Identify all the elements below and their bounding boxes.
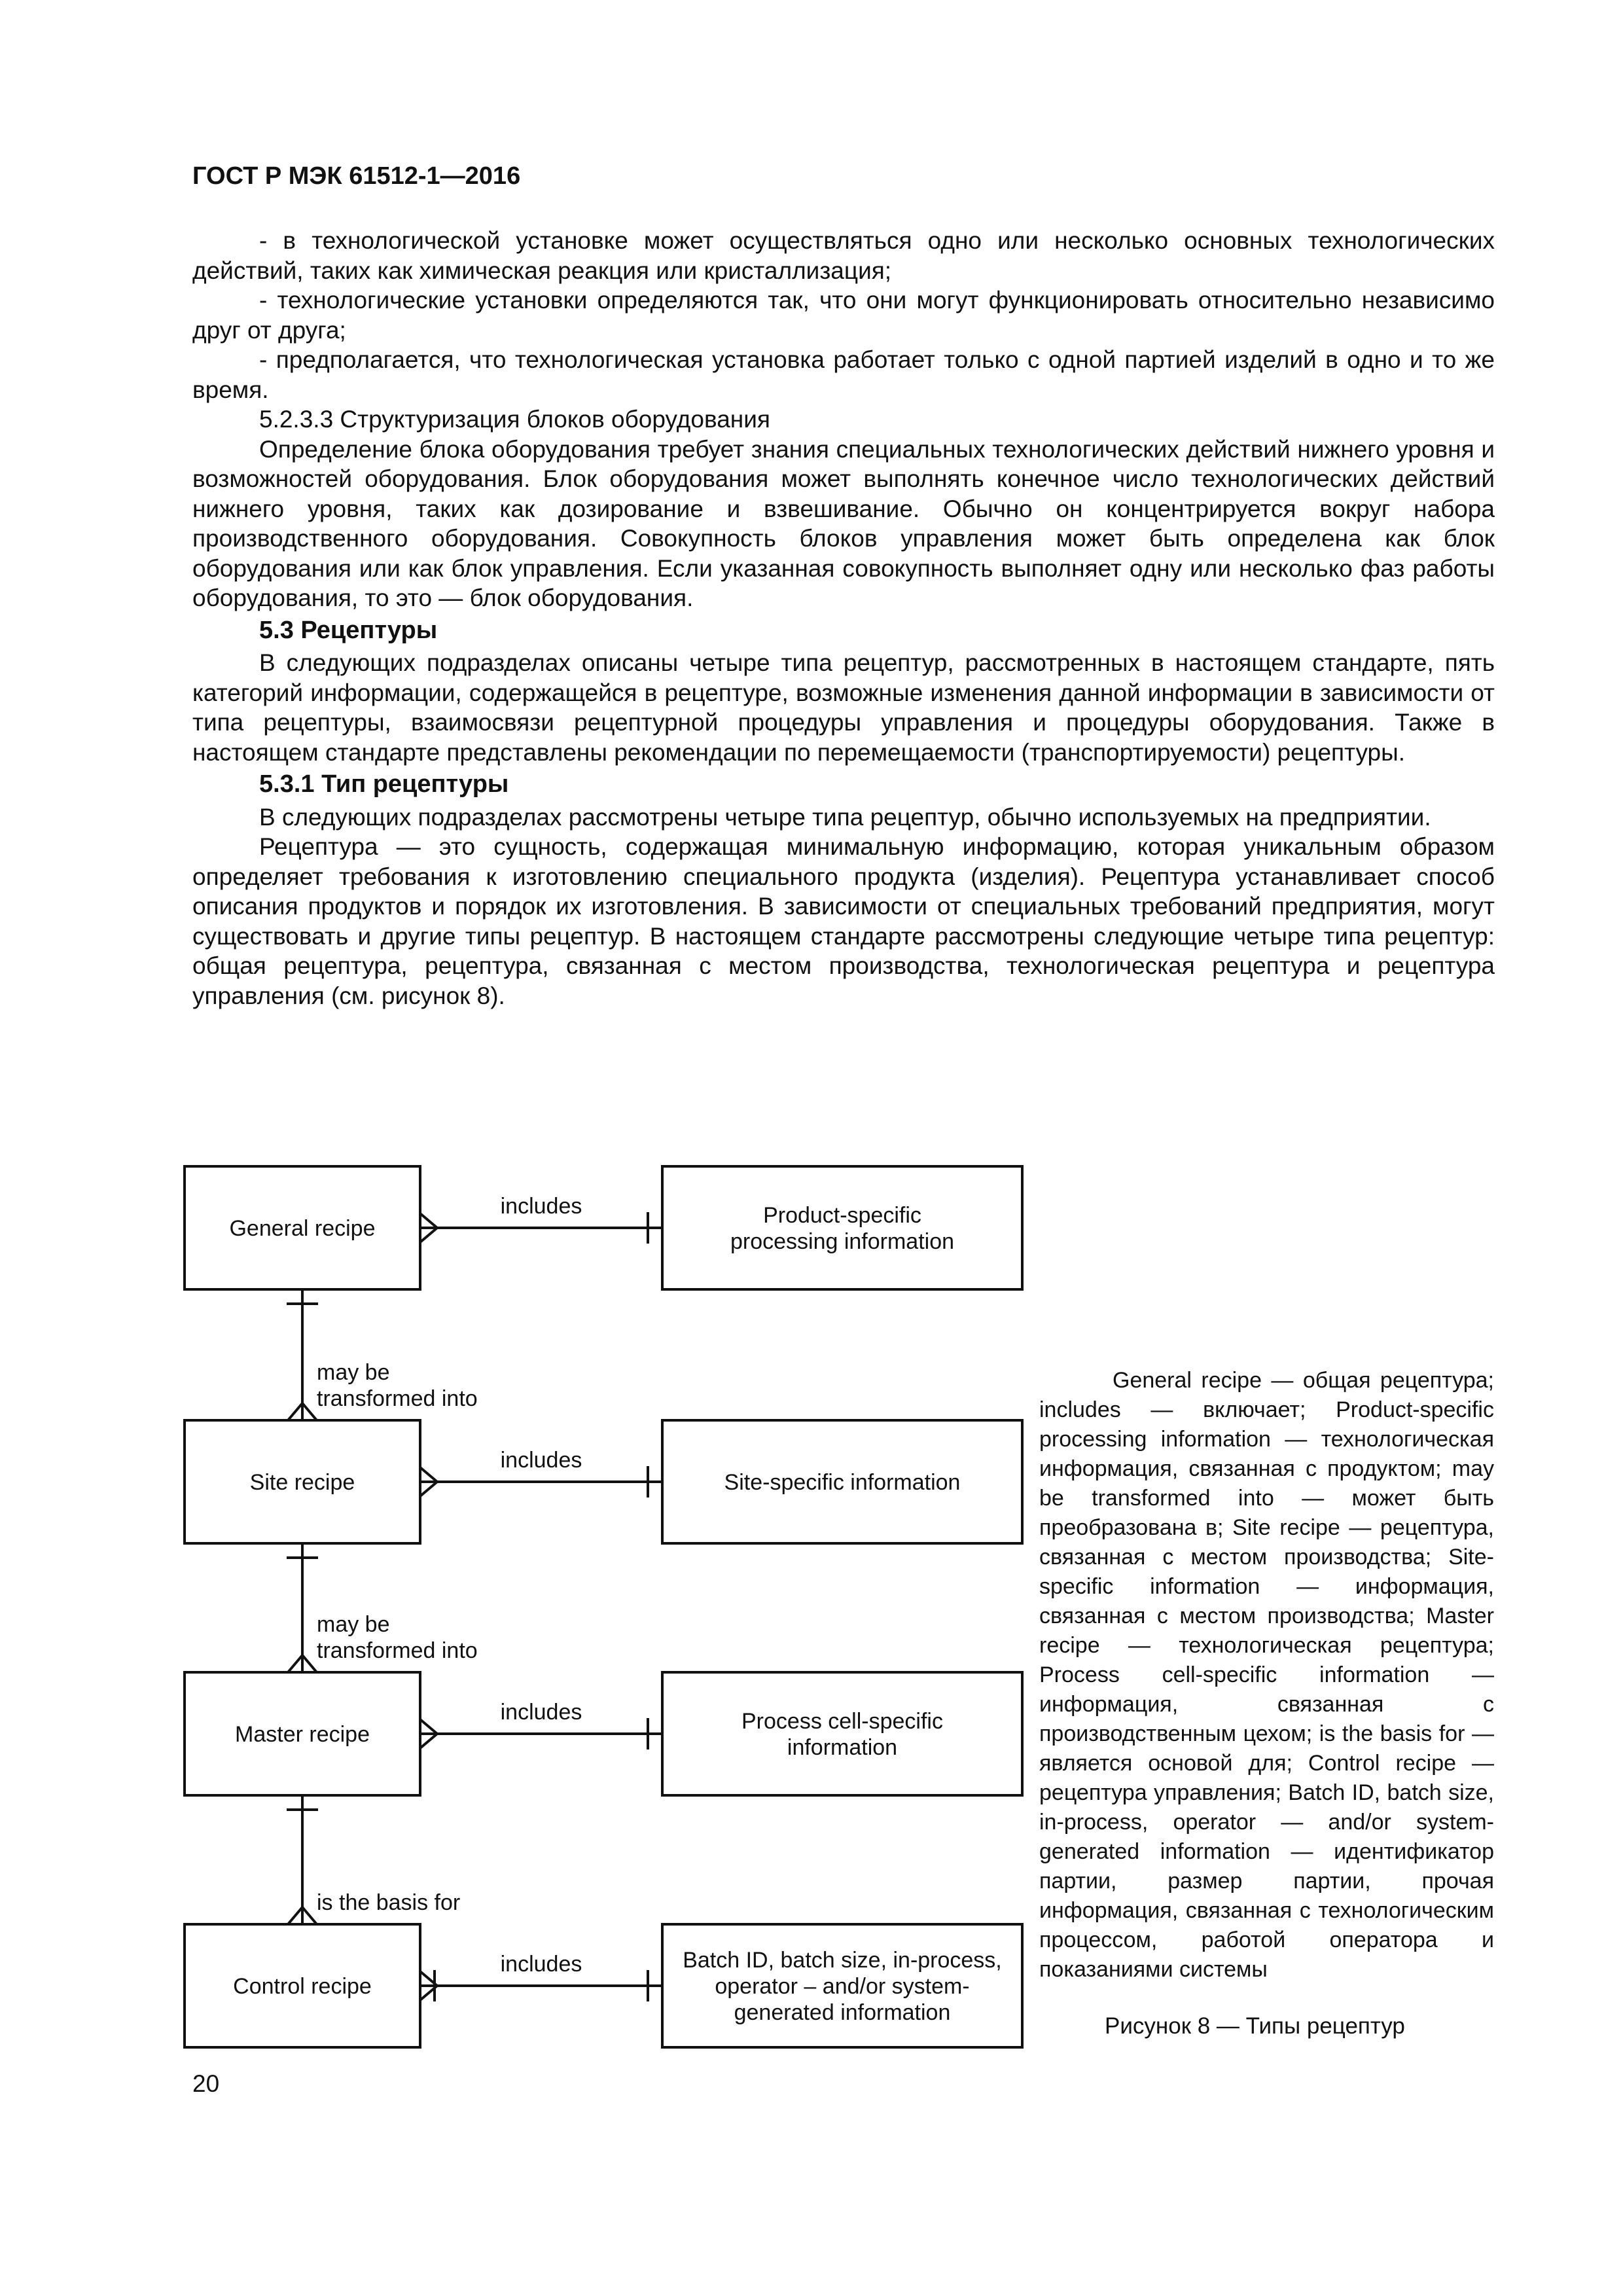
info-box [662,1672,1022,1795]
recipe-label: Master recipe [235,1722,370,1747]
body-text [192,226,1495,1011]
info-label: Batch ID, batch size, in-process, [683,1948,1002,1973]
paragraph: В следующих подразделах описаны четыре типа рецептур, рассмотренных в настоящем стандарте, пять категорий информации, содержащейся в рецептуре, возможные изменения данной информации в зависимости от типа рецептуры, взаимосвязи рецептурной процедуры управления и процедуры оборудования. Также в настоящем стандарте представлены рекомендации по перемещаемости (транспортируемости) рецептуры. [192,649,1495,766]
info-label: processing information [730,1229,955,1254]
page-number: 20 [192,2070,220,2097]
paragraph: - технологические установки определяются так, что они могут функционировать относительно независимо друг от друга; [192,287,1495,344]
info-label: Process cell-specific [741,1709,943,1734]
recipe-types-diagram [177,1158,1027,2088]
section-heading: 5.3.1 Тип рецептуры [259,770,509,798]
figure-legend: General recipe — общая рецептура; includes — включает; Product-specific processing information — технологическая информация, связанная с продуктом; may be transformed into — может быть преобразована в; Site recipe — рецептура, связанная с местом производства; Site-specific information — информация, связанная с местом производства; Master recipe — технологическая рецептура; Process cell-specific information — информация, связанная с производственным цехом; is the basis for — является основой для; Control recipe — рецептура управления; Batch ID, batch size, in-process, operator — and/or system-generated information — идентификатор партии, размер партии, прочая информация, связанная с технологическим процессом, работой оператора и показаниями системы [1039,1368,1494,1982]
info-label: Product-specific [763,1203,921,1228]
recipe-label: Site recipe [249,1470,355,1495]
includes-label: includes [500,1194,582,1219]
paragraph: Определение блока оборудования требует знания специальных технологических действий нижнего уровня и возможностей оборудования. Блок оборудования может выполнять конечное число технологических действий нижнего уровня, таких как дозирование и взвешивание. Обычно он концентрируется вокруг набора производственного оборудования. Совокупность блоков управления может быть определена как блок оборудования или как блок управления. Если указанная совокупность выполняет одну или несколько фаз работы оборудования, то это — блок оборудования. [192,435,1495,611]
includes-label: includes [500,1700,582,1725]
document-header: ГОСТ Р МЭК 61512-1—2016 [192,162,521,190]
relation-label: transformed into [317,1386,478,1411]
paragraph: 5.2.3.3 Структуризация блоков оборудования [259,406,770,433]
relation-label: may be [317,1360,390,1385]
info-box [662,1166,1022,1289]
includes-label: includes [500,1448,582,1473]
figure-caption: Рисунок 8 — Типы рецептур [1105,2013,1405,2039]
info-label: generated information [734,2000,951,2025]
info-label: operator – and/or system- [715,1974,970,1999]
recipe-label: Control recipe [233,1974,372,1999]
info-label: information [787,1735,898,1760]
recipe-label: General recipe [229,1216,376,1241]
paragraph: Рецептура — это сущность, содержащая минимальную информацию, которая уникальным образом определяет требования к изготовлению специального продукта (изделия). Рецептура устанавливает способ описания продуктов и порядок их изготовления. В зависимости от специальных требований предприятия, могут существовать и другие типы рецептур. В настоящем стандарте рассмотрены следующие четыре типа рецептур: общая рецептура, рецептура, связанная с местом производства, технологическая рецептура и рецептура управления (см. рисунок 8). [192,833,1495,1009]
section-heading: 5.3 Рецептуры [259,616,438,644]
includes-label: includes [500,1952,582,1977]
relation-label: may be [317,1612,390,1637]
paragraph: - в технологической установке может осуществляться одно или несколько основных технологических действий, таких как химическая реакция или кристаллизация; [192,227,1495,284]
paragraph: В следующих подразделах рассмотрены четыре типа рецептур, обычно используемых на предприятии. [259,803,1431,831]
info-label: Site-specific information [724,1470,961,1495]
paragraph: - предполагается, что технологическая установка работает только с одной партией изделий в одно и то же время. [192,346,1495,403]
relation-label: is the basis for [317,1890,461,1915]
relation-label: transformed into [317,1638,478,1663]
